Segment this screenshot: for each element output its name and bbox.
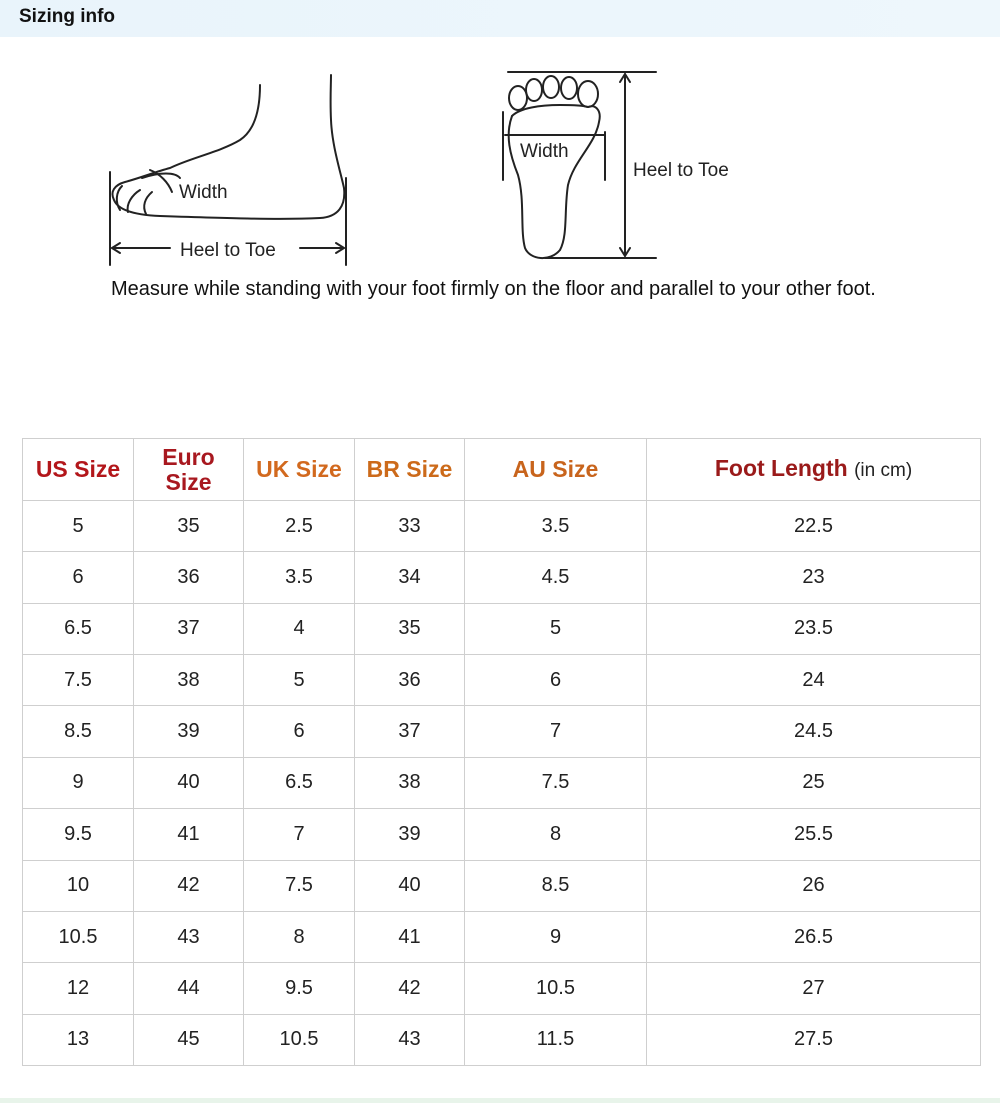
- side-width-label: Width: [179, 182, 228, 203]
- table-row: [23, 603, 981, 654]
- cell-uk-size: 5: [244, 655, 355, 706]
- cell-br-size: 36: [355, 655, 465, 706]
- table-row: [23, 706, 981, 757]
- foot-measurement-diagram: [100, 60, 800, 275]
- cell-euro-size: 42: [134, 860, 244, 911]
- top-heel-to-toe-label: Heel to Toe: [633, 160, 729, 181]
- cell-euro-size: 44: [134, 963, 244, 1014]
- header-br-size: BR Size: [355, 439, 465, 501]
- side-foot-illustration: [110, 75, 346, 265]
- table-row: [23, 860, 981, 911]
- cell-foot-length: 23: [647, 552, 981, 603]
- table-row: [23, 655, 981, 706]
- cell-au-size: 8: [465, 809, 647, 860]
- table-row: [23, 809, 981, 860]
- cell-us-size: 10: [23, 860, 134, 911]
- cell-foot-length: 22.5: [647, 501, 981, 552]
- header-euro-size: Euro Size: [134, 439, 244, 501]
- cell-euro-size: 37: [134, 603, 244, 654]
- cell-br-size: 41: [355, 911, 465, 962]
- cell-au-size: 7.5: [465, 757, 647, 808]
- cell-uk-size: 10.5: [244, 1014, 355, 1065]
- cell-au-size: 6: [465, 655, 647, 706]
- cell-us-size: 9: [23, 757, 134, 808]
- foot-length-unit: (in cm): [854, 460, 913, 481]
- cell-br-size: 35: [355, 603, 465, 654]
- cell-uk-size: 2.5: [244, 501, 355, 552]
- cell-us-size: 10.5: [23, 911, 134, 962]
- header-us-size: US Size: [23, 439, 134, 501]
- header-uk-size: UK Size: [244, 439, 355, 501]
- table-header-row: [23, 439, 981, 501]
- bottom-bar: [0, 1098, 1000, 1103]
- cell-au-size: 7: [465, 706, 647, 757]
- cell-au-size: 3.5: [465, 501, 647, 552]
- cell-foot-length: 24.5: [647, 706, 981, 757]
- cell-uk-size: 7.5: [244, 860, 355, 911]
- cell-us-size: 6.5: [23, 603, 134, 654]
- cell-foot-length: 26.5: [647, 911, 981, 962]
- cell-us-size: 8.5: [23, 706, 134, 757]
- cell-br-size: 39: [355, 809, 465, 860]
- cell-uk-size: 6.5: [244, 757, 355, 808]
- cell-br-size: 42: [355, 963, 465, 1014]
- cell-au-size: 10.5: [465, 963, 647, 1014]
- cell-foot-length: 24: [647, 655, 981, 706]
- page-title: Sizing info: [19, 6, 116, 27]
- header-bar: [0, 0, 1000, 37]
- cell-euro-size: 36: [134, 552, 244, 603]
- cell-au-size: 4.5: [465, 552, 647, 603]
- cell-euro-size: 40: [134, 757, 244, 808]
- table-body: [23, 501, 981, 1066]
- cell-us-size: 12: [23, 963, 134, 1014]
- cell-au-size: 11.5: [465, 1014, 647, 1065]
- cell-us-size: 13: [23, 1014, 134, 1065]
- size-chart-table: [22, 438, 981, 1066]
- cell-au-size: 9: [465, 911, 647, 962]
- cell-uk-size: 8: [244, 911, 355, 962]
- cell-euro-size: 38: [134, 655, 244, 706]
- cell-us-size: 7.5: [23, 655, 134, 706]
- cell-br-size: 33: [355, 501, 465, 552]
- cell-foot-length: 23.5: [647, 603, 981, 654]
- table-row: [23, 911, 981, 962]
- table-row: [23, 501, 981, 552]
- cell-euro-size: 35: [134, 501, 244, 552]
- cell-euro-size: 41: [134, 809, 244, 860]
- cell-uk-size: 7: [244, 809, 355, 860]
- cell-us-size: 6: [23, 552, 134, 603]
- cell-us-size: 9.5: [23, 809, 134, 860]
- cell-uk-size: 9.5: [244, 963, 355, 1014]
- top-width-label: Width: [520, 141, 569, 162]
- cell-uk-size: 4: [244, 603, 355, 654]
- cell-foot-length: 27: [647, 963, 981, 1014]
- side-heel-to-toe-label: Heel to Toe: [180, 240, 276, 261]
- cell-br-size: 43: [355, 1014, 465, 1065]
- cell-euro-size: 45: [134, 1014, 244, 1065]
- cell-br-size: 38: [355, 757, 465, 808]
- table-row: [23, 757, 981, 808]
- cell-foot-length: 27.5: [647, 1014, 981, 1065]
- cell-au-size: 5: [465, 603, 647, 654]
- header-au-size: AU Size: [465, 439, 647, 501]
- cell-foot-length: 26: [647, 860, 981, 911]
- cell-au-size: 8.5: [465, 860, 647, 911]
- cell-foot-length: 25.5: [647, 809, 981, 860]
- cell-uk-size: 6: [244, 706, 355, 757]
- cell-euro-size: 39: [134, 706, 244, 757]
- cell-foot-length: 25: [647, 757, 981, 808]
- cell-euro-size: 43: [134, 911, 244, 962]
- measurement-instruction: Measure while standing with your foot firmly on the floor and parallel to your other foot.: [111, 278, 876, 300]
- cell-br-size: 34: [355, 552, 465, 603]
- cell-uk-size: 3.5: [244, 552, 355, 603]
- cell-us-size: 5: [23, 501, 134, 552]
- cell-br-size: 40: [355, 860, 465, 911]
- header-foot-length: Foot Length (in cm): [647, 439, 981, 501]
- table-row: [23, 963, 981, 1014]
- table-row: [23, 1014, 981, 1065]
- table-row: [23, 552, 981, 603]
- cell-br-size: 37: [355, 706, 465, 757]
